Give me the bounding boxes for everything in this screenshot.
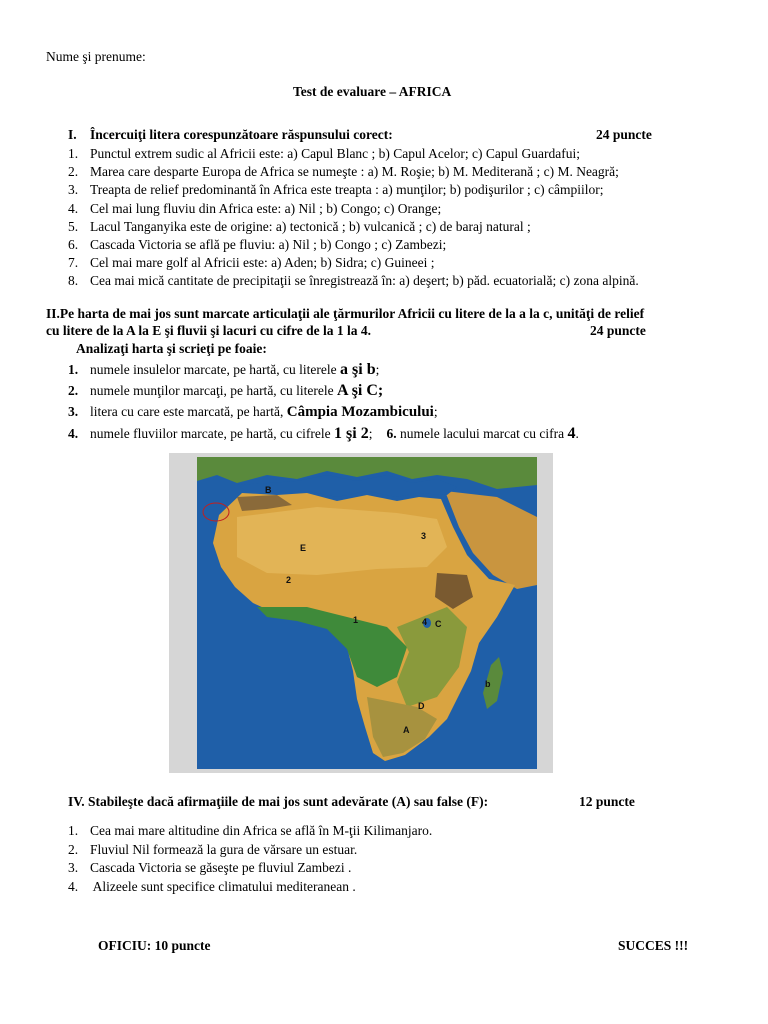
section4-heading: IV. Stabileşte dacă afirmaţiile de mai jos sunt adevărate (A) sau false (F):: [68, 794, 489, 809]
section4-points: 12 puncte: [579, 794, 635, 809]
map-label: D: [418, 701, 425, 711]
map-label: 4: [422, 617, 428, 627]
list-item: 1. Cea mai mare altitudine din Africa se află în M-ţii Kilimanjaro.: [68, 823, 433, 838]
list-item: 3. litera cu care este marcată, pe hartă, Câmpia Mozambicului;: [68, 404, 438, 420]
section1-list: [68, 145, 639, 291]
map-label: 2: [286, 575, 292, 585]
oficiu-value: : 10 puncte: [146, 938, 211, 953]
list-item: 4. numele fluviilor marcate, pe hartă, cu cifrele 1 şi 2; 6. numele lacului marcat cu cifra 4.: [68, 425, 579, 442]
section1-roman: I.: [68, 127, 77, 142]
africa-relief-map-image: [197, 457, 537, 769]
section2-heading-line2: cu litere de la A la E şi fluvii şi lacuri cu cifre de la 1 la 4.: [46, 323, 371, 338]
map-label: 3: [421, 531, 427, 541]
section2-points: 24 puncte: [590, 323, 646, 338]
map-label: C: [435, 619, 442, 629]
africa-map: [169, 453, 553, 773]
map-label: A: [403, 725, 410, 735]
oficiu-label: OFICIU: [98, 938, 147, 953]
list-item: 8. Cea mai mică cantitate de precipitaţii se înregistrează în: a) deşert; b) păd. ecuatorială; c) zona alpină.: [68, 273, 639, 289]
map-label: 1: [353, 615, 359, 625]
section2-subheading: Analizaţi harta şi scrieţi pe foaie:: [76, 341, 267, 356]
list-item: 7. Cel mai mare golf al Africii este: a) Aden; b) Sidra; c) Guineei ;: [68, 255, 435, 271]
list-item: 2. Marea care desparte Europa de Africa se numeşte : a) M. Roşie; b) M. Mediterană ; c) M. Neagră;: [68, 164, 619, 180]
section1-heading-text: Încercuiţi litera corespunzătoare răspunsului corect:: [90, 127, 393, 142]
map-label: b: [485, 679, 491, 689]
map-label: B: [265, 485, 272, 495]
oficiu-line: [98, 938, 211, 954]
list-item: 2. Fluviul Nil formează la gura de vărsare un estuar.: [68, 841, 358, 857]
section1-heading: [68, 127, 393, 143]
list-item: 3. Cascada Victoria se găseşte pe fluviul Zambezi .: [68, 860, 352, 875]
list-item: 4. Alizeele sunt specifice climatului mediteranean .: [68, 878, 356, 894]
list-item: 4. Cel mai lung fluviu din Africa este: a) Nil ; b) Congo; c) Orange;: [68, 200, 442, 216]
section1-points: 24 puncte: [596, 127, 652, 142]
list-item: 5. Lacul Tanganyika este de origine: a) tectonică ; b) vulcanică ; c) de baraj natural ;: [68, 218, 531, 234]
list-item: 1. Punctul extrem sudic al Africii este: a) Capul Blanc ; b) Capul Acelor; c) Capul Guardafui;: [68, 146, 580, 161]
map-label: E: [300, 543, 307, 553]
sahara: [237, 507, 447, 575]
list-item: 6. Cascada Victoria se află pe fluviu: a) Nil ; b) Congo ; c) Zambezi;: [68, 237, 447, 253]
section2-list: [68, 359, 579, 444]
succes-text: SUCCES !!!: [618, 938, 689, 953]
page-title: Test de evaluare – AFRICA: [293, 84, 452, 99]
section4-list: [68, 822, 432, 896]
section2-heading-line1: II.Pe harta de mai jos sunt marcate articulaţii ale ţărmurilor Africii cu litere de la a la c, unităţi de relief: [46, 306, 645, 321]
list-item: 1. numele insulelor marcate, pe hartă, cu literele a şi b;: [68, 361, 380, 378]
list-item: 2. numele munţilor marcaţi, pe hartă, cu literele A şi C;: [68, 382, 384, 399]
name-line: Nume şi prenume:: [46, 49, 146, 64]
list-item: 3. Treapta de relief predominantă în Africa este treapta : a) munţilor; b) podişurilor ; c) câmpiilor;: [68, 182, 604, 198]
